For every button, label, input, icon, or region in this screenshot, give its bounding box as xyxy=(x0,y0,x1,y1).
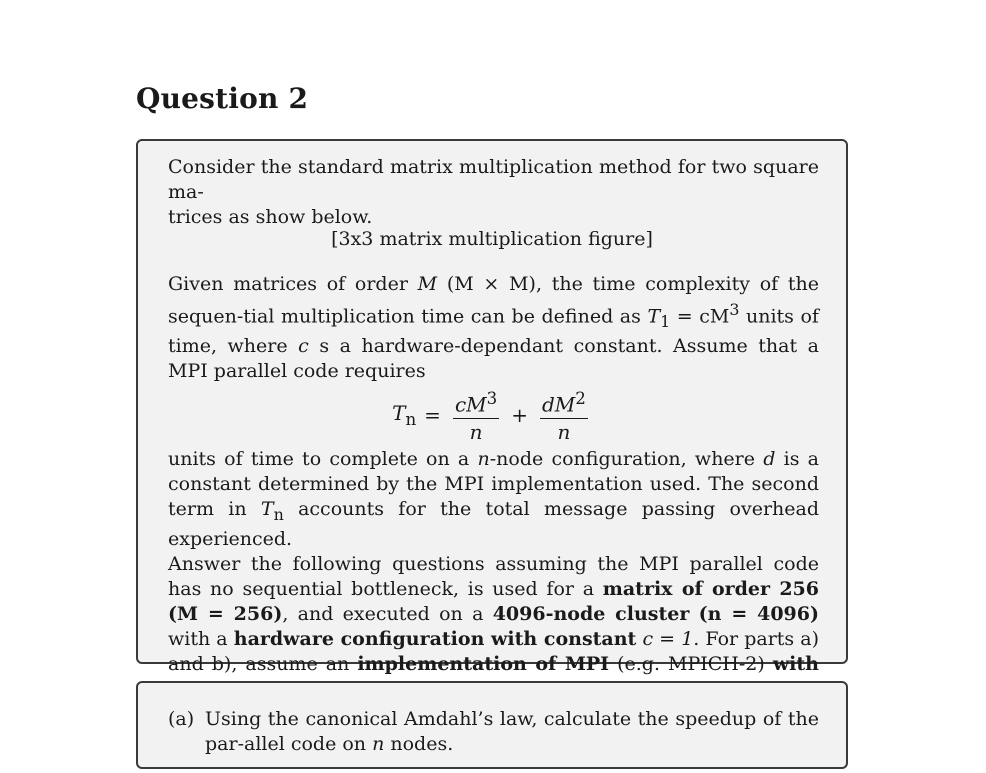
eq-denominator-1: n xyxy=(469,419,483,444)
math-d: d xyxy=(763,448,776,470)
math-T1-exp: 3 xyxy=(729,300,740,319)
bold-with: with xyxy=(772,652,819,675)
question-statement-box xyxy=(136,139,848,675)
answer-text-2: , and executed on a xyxy=(282,602,493,625)
part-a-math-n: n xyxy=(372,733,385,755)
part-a-text-2: nodes. xyxy=(384,733,454,755)
part-a-text-1: Using the canonical Amdahl’s law, calculate the speedup of the par-allel code on xyxy=(205,708,819,755)
math-n: n xyxy=(477,448,490,470)
bold-hardware: hardware configuration with constant xyxy=(233,627,637,650)
given-text-1: Given matrices of order xyxy=(168,273,418,295)
units-text-3: is a constant determined by the MPI implementation used. The second term in xyxy=(168,448,820,520)
answer-text-3: with a xyxy=(168,627,234,650)
units-text-1: units of time to complete on a xyxy=(168,448,478,470)
intro-line-1: Consider the standard matrix multiplication method for two square ma- xyxy=(168,156,819,203)
assumptions-paragraph xyxy=(168,447,819,702)
math-M: M xyxy=(417,273,438,295)
math-M-value: (M = 256) xyxy=(168,602,283,625)
part-a-item xyxy=(168,707,819,757)
units-text-4: accounts for the total message passing overhead experienced. xyxy=(168,498,819,550)
given-text-2: , the time complexity of the sequen-tial multiplication time can be defined as xyxy=(168,273,820,328)
bold-implementation: implementation of MPI xyxy=(357,652,610,675)
answer-text-4: . For parts a) and b), assume an xyxy=(168,627,819,675)
eq-denominator-2: n xyxy=(557,419,571,444)
eq-equals: = xyxy=(424,403,441,428)
bold-matrix-order: matrix of order 256 xyxy=(602,577,819,600)
time-equation xyxy=(138,388,846,443)
intro-line-2: trices as show below. xyxy=(168,206,373,228)
math-T1-sub: 1 xyxy=(660,312,671,332)
complexity-paragraph xyxy=(168,272,819,384)
eq-numerator-2: $dM^2$ xyxy=(542,389,586,417)
eq-fraction-2 xyxy=(540,388,588,443)
eq-fraction-1 xyxy=(453,388,499,443)
math-c-value: c = 1 xyxy=(642,627,694,650)
math-T1: T xyxy=(647,305,661,328)
given-text-4: s a hardware-dependant constant. Assume that a MPI parallel code requires xyxy=(168,335,819,383)
intro-paragraph xyxy=(168,155,819,230)
part-a-label: (a) xyxy=(168,708,195,730)
eq-plus: + xyxy=(511,403,528,428)
bold-cluster: 4096-node cluster xyxy=(492,602,690,625)
question-title: Question 2 xyxy=(136,82,309,115)
math-M-order: (M × M) xyxy=(446,273,536,295)
part-a-box xyxy=(136,681,848,769)
math-n-value: (n = 4096) xyxy=(698,602,819,625)
math-T1-rhs: = cM xyxy=(670,305,730,328)
answer-text-5: (e.g. MPICH-2) xyxy=(609,652,773,675)
math-c: c xyxy=(298,335,309,358)
units-text-2: -node configuration, where xyxy=(489,448,764,470)
math-Tn-sub: n xyxy=(273,504,284,524)
eq-lhs: $T_n$ xyxy=(392,401,417,430)
eq-numerator-1: $cM^3$ xyxy=(454,389,498,417)
given-text-3: units of time, where xyxy=(168,305,819,358)
answer-text-1: Answer the following questions assuming the MPI parallel code has no sequential bottleneck, is used for a xyxy=(168,552,819,600)
matrix-figure-placeholder: [3x3 matrix multiplication figure] xyxy=(331,228,653,250)
math-Tn: T xyxy=(260,498,274,520)
